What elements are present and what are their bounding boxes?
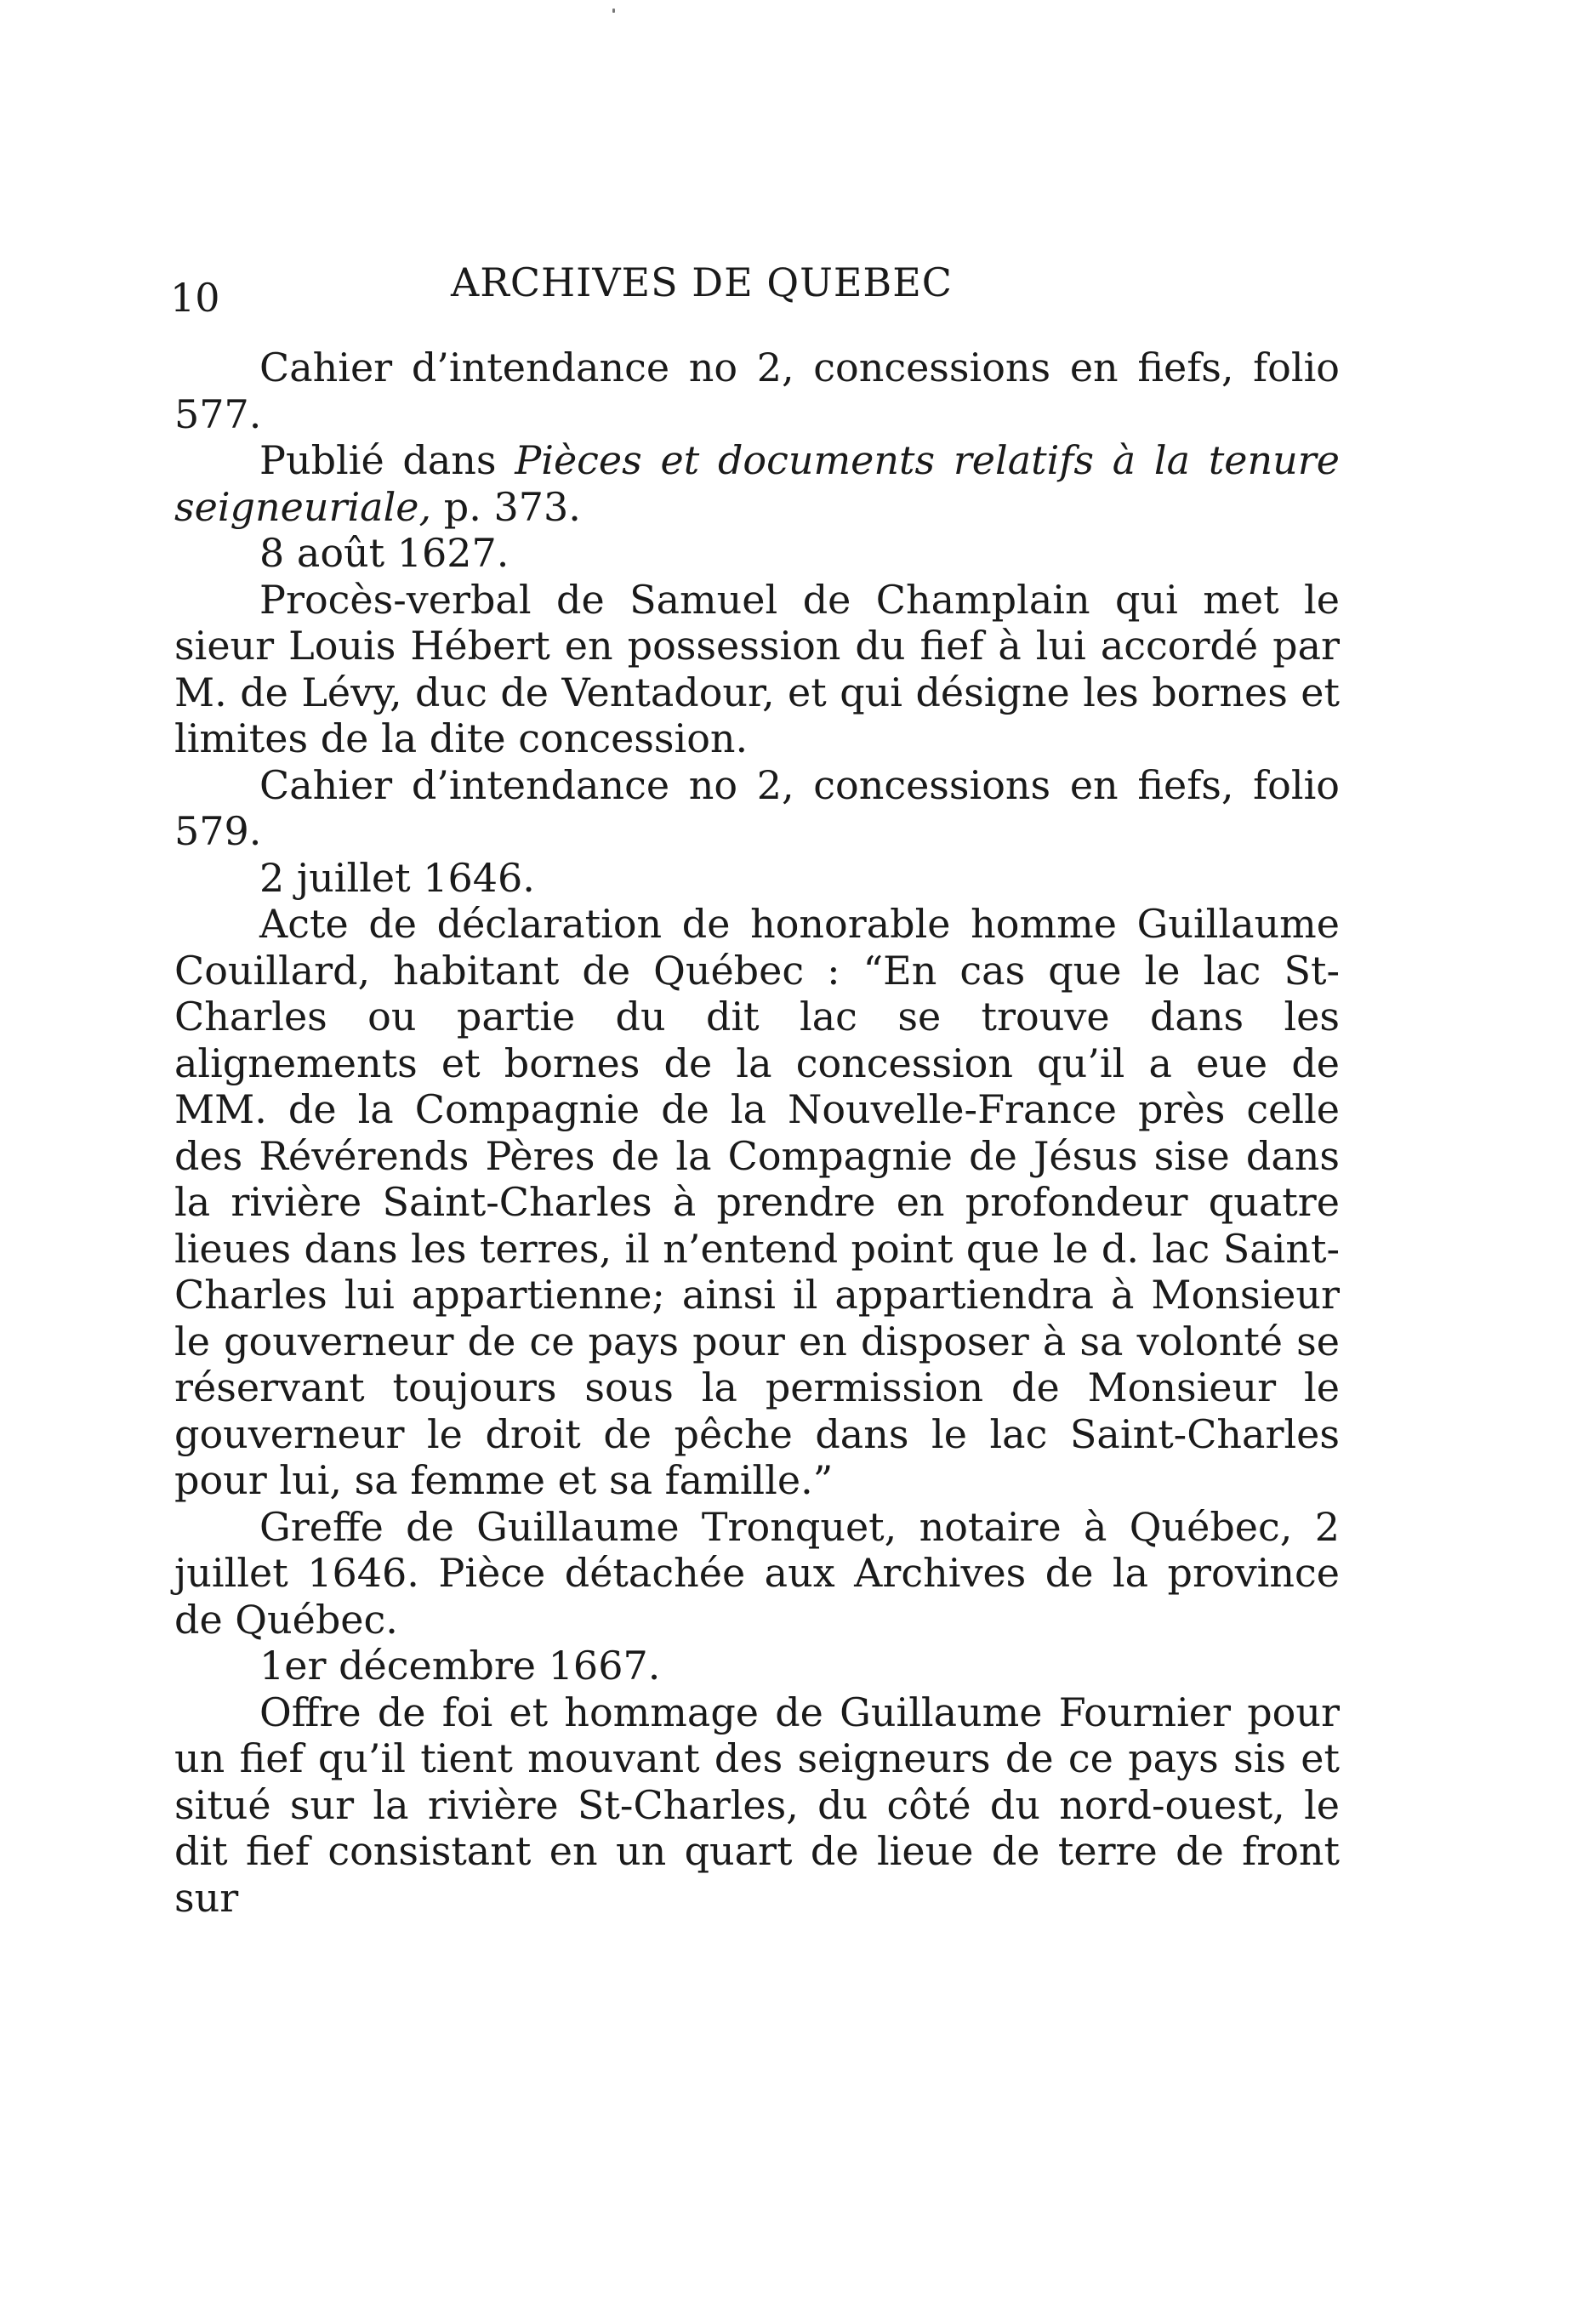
- page-number: 10: [170, 275, 220, 321]
- entry-publication: [174, 437, 1340, 530]
- entry-source: Cahier d’intendance no 2, concessions en fiefs, folio 579.: [174, 761, 1340, 854]
- entry-text: Offre de foi et hommage de Guillaume Fournier pour un fief qu’il tient mouvant des seigneurs de ce pays sis et situé sur la rivière St-Charles, du côté du nord-ouest, le dit fief consistant en un quart de lieue de terre de front sur: [174, 1689, 1340, 1921]
- entry-source: Cahier d’intendance no 2, concessions en fiefs, folio 577.: [174, 345, 1340, 437]
- entry-text: Acte de déclaration de honorable homme Guillaume Couillard, habitant de Québec : “En cas que le lac St-Charles ou partie du dit lac se trouve dans les alignements et bornes de la concession qu’il a eue de MM. de la Compagnie de la Nouvelle-France près celle des Révérends Pères de la Compagnie de Jésus sise dans la rivière Saint-Charles à prendre en profondeur quatre lieues dans les terres, il n’entend point que le d. lac Saint-Charles lui appartienne; ainsi il appartiendra à Monsieur le gouverneur de ce pays pour en disposer à sa volonté se réservant toujours sous la permission de Monsieur le gouverneur le droit de pêche dans le lac Saint-Charles pour lui, sa femme et sa famille.”: [174, 901, 1340, 1503]
- entry-date: 2 juillet 1646.: [259, 854, 535, 901]
- publication-suffix: p. 373.: [431, 483, 581, 530]
- publication-title: Pièces et documents relatifs à la tenure seigneuriale,: [174, 437, 1340, 530]
- entry-date: 1er décembre 1667.: [259, 1643, 661, 1689]
- entry-text: Procès-verbal de Samuel de Champlain qui met le sieur Louis Hébert en possession du fief à lui accordé par M. de Lévy, duc de Ventadour, et qui désigne les bornes et limites de la dite concession.: [174, 576, 1340, 761]
- running-head: ARCHIVES DE QUEBEC: [451, 259, 953, 305]
- entry-date: 8 août 1627.: [259, 530, 510, 576]
- publication-prefix: Publié dans: [259, 437, 515, 483]
- entry-source: Greffe de Guillaume Tronquet, notaire à Québec, 2 juillet 1646. Pièce détachée aux Archives de la province de Québec.: [174, 1503, 1340, 1643]
- page-body: [174, 345, 1340, 1921]
- print-speck: [612, 9, 615, 13]
- page-header: [170, 251, 1344, 319]
